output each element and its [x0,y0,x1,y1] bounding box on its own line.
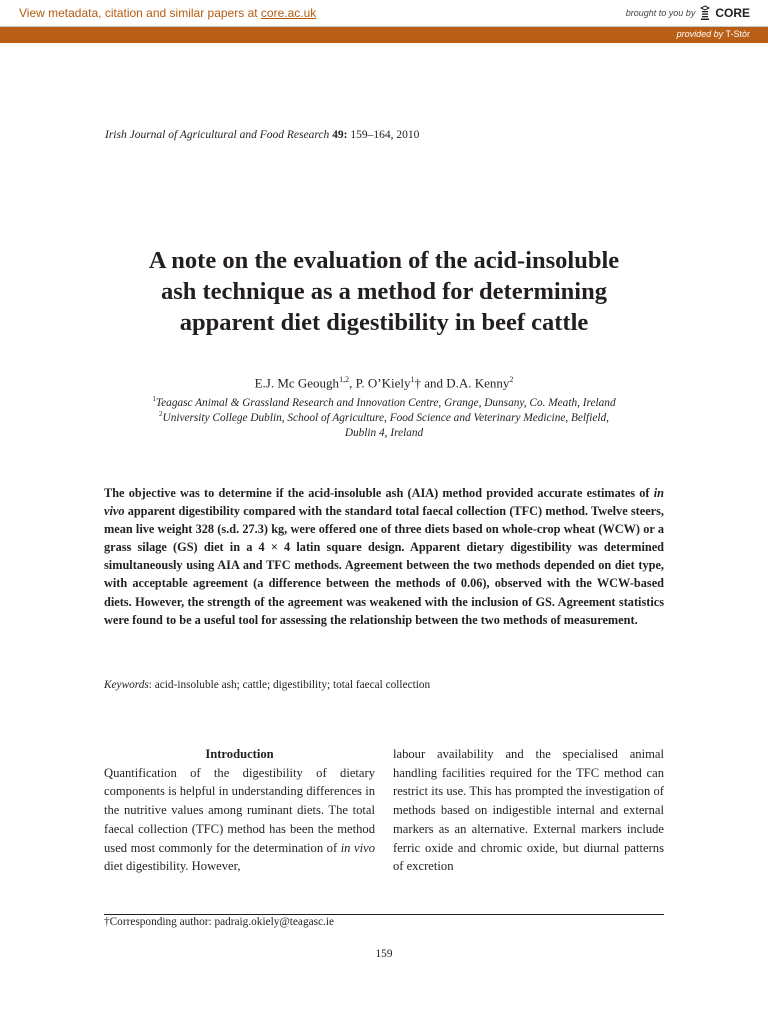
author-1-name: E.J. Mc Geough [254,375,340,391]
provided-by-text[interactable] [677,29,750,39]
affiliation-1-marker: 1 [152,395,156,403]
metadata-link-prefix: View metadata, citation and similar papers at [19,6,261,20]
affiliation-2-marker: 2 [159,410,163,418]
provided-by-source: T-Stór [725,29,750,39]
core-ac-uk-link[interactable]: core.ac.uk [260,6,317,20]
keywords-text: : acid-insoluble ash; cattle; digestibility; total faecal collection [148,679,431,691]
author-list [100,375,668,391]
title-line-3: apparent diet digestibility in beef cattle [179,309,589,336]
affiliation-1-text: Teagasc Animal & Grassland Research and Innovation Centre, Grange, Dunsany, Co. Meath, Ireland [155,396,616,409]
corresponding-dagger: † [414,375,421,391]
author-3-name: and D.A. Kenny [420,375,510,391]
page-number: 159 [375,948,393,960]
author-1-affil: 1,2 [339,375,350,384]
affiliation-2-text-line-1: University College Dublin, School of Agriculture, Food Science and Veterinary Medicine, Belfield, [162,411,609,424]
body-column-right [393,745,664,876]
affiliation-2 [100,407,668,442]
abstract-part-1: The objective was to determine if the acid-insoluble ash (AIA) method provided accurate estimates of [104,486,654,500]
intro-right-text: labour availability and the specialised animal handling facilities required for the TFC method can restrict its use. This has prompted the investigation of methods based on indigestible internal and external markers as an alternative. External markers include ferric oxide and chromic oxide, but diurnal patterns of excretion [393,747,664,874]
introduction-heading: Introduction [205,747,274,761]
author-3-affil: 2 [509,375,514,384]
brought-to-you-by-label: brought to you by [625,8,696,18]
keywords-label: Keywords [104,679,149,691]
keywords [104,679,430,691]
core-label: CORE [715,6,750,20]
journal-citation [105,129,419,141]
provided-by-bar [0,27,768,43]
abstract [104,484,664,629]
author-2-affil: 1 [410,375,415,384]
abstract-part-2: apparent digestibility compared with the standard total faecal collection (TFC) method. Twelve steers, mean live weight 328 (s.d. 27.3) kg, were offered one of three diets based on whole-crop wheat (WCW) or a grass silage (GS) diet in a 4 × 4 latin square design. Apparent dietary digestibility was determined simultaneously using AIA and TFC methods. Agreement between the two methods depended on diet type, with acceptable agreement (a difference between the methods of 0.06), observed with the WCW-based diets. However, the strength of the agreement was weakened with the inclusion of GS. Agreement statistics were found to be a useful tool for assessing the relationship between the two methods of measurement. [104,504,664,627]
intro-left-part-1: Quantification of the digestibility of dietary components is helpful in understanding differences in the nutritive values among ruminant diets. The total faecal collection (TFC) method has been the method used most commonly for the determination of [104,765,375,855]
body-column-left [104,745,375,876]
paper-title [100,245,668,338]
journal-pages: 159–164, 2010 [350,129,420,141]
title-line-2: ash technique as a method for determining [160,278,607,305]
journal-name: Irish Journal of Agricultural and Food Research [105,129,330,141]
core-brand[interactable] [626,5,750,21]
abstract-italic-in-vivo: in vivo [104,486,664,519]
intro-left-italic-in-vivo: in vivo [340,840,375,855]
affiliation-2-text-line-2: Dublin 4, Ireland [344,427,424,440]
title-line-1: A note on the evaluation of the acid-insoluble [148,247,620,274]
footnote-rule [104,914,664,915]
journal-volume: 49: [332,129,348,141]
metadata-link-text [19,6,316,20]
core-logo-icon [699,5,711,21]
intro-left-part-2: diet digestibility. However, [104,859,241,874]
core-banner [0,0,768,27]
corresponding-author-footnote: †Corresponding author: padraig.okiely@teagasc.ie [104,916,334,928]
author-2-name: , P. O’Kiely [349,375,411,391]
provided-by-prefix: provided by [676,29,724,39]
